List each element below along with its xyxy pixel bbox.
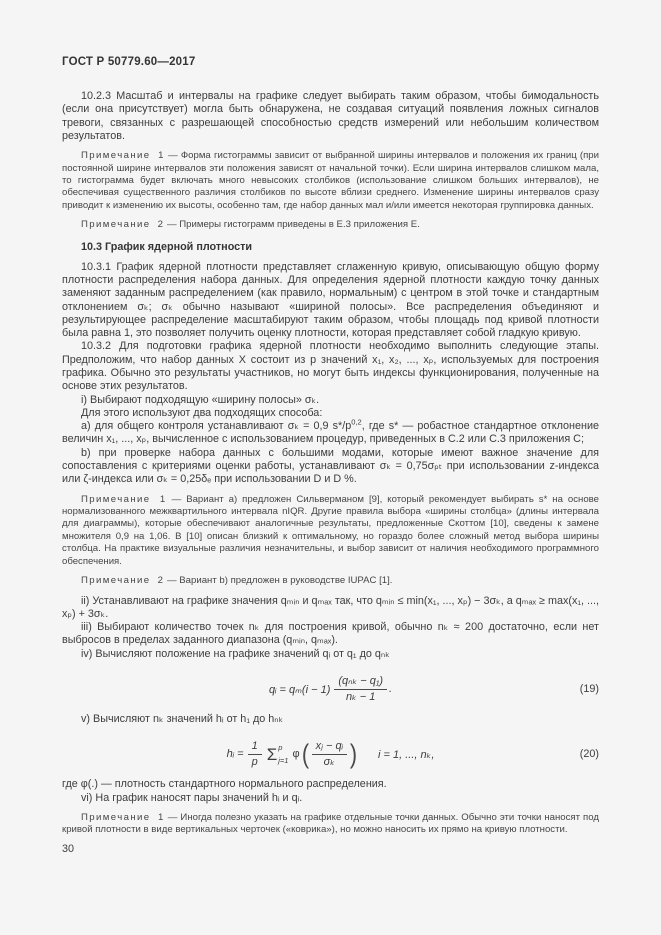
- formula-20-row: [62, 736, 599, 772]
- phi-symbol: φ: [292, 748, 300, 761]
- fraction-numerator: (qₙₖ − q₁): [334, 675, 387, 690]
- list-item-a: [62, 417, 600, 447]
- equation-number-19: (19): [579, 683, 599, 695]
- sum-lower-limit: j=1: [278, 756, 289, 766]
- fraction-numerator: 1: [248, 740, 262, 755]
- paragraph-10-3-2: 10.3.2 Для подготовки графика ядерной плотности необходимо выполнить следующие этапы. Предположим, что набор данных X состоит из p значений x₁, x₂, ..., xₚ, используемых для построения графика. Обычно это результаты участников, но могут быть индексы функционирования, полученные на основе этих результатов.: [62, 340, 599, 393]
- fraction: [334, 675, 387, 704]
- close-paren: ): [349, 738, 358, 769]
- list-item-i: i) Выбирают подходящую «ширину полосы» σₖ.: [81, 393, 320, 406]
- note: [62, 494, 599, 568]
- formula-20: [227, 740, 435, 769]
- list-item-vi: vi) На график наносят пары значений hᵢ и qᵢ.: [81, 791, 303, 804]
- list-item-iv: iv) Вычисляют положение на графике значений qᵢ от q₁ до qₙₖ: [81, 647, 390, 660]
- formula-19-lhs: qᵢ = qₘ(i − 1): [268, 683, 331, 696]
- note-label: Примечание 1: [81, 811, 165, 823]
- paragraph-10-2-3: 10.2.3 Масштаб и интервалы на графике следует выбирать таким образом, чтобы бимодальность (если она присутствует) могла быть обнаружена, не создавая ситуаций появления ложных сигналов тревоги, связанных с разрешающей способностью средств измерений или небольшим количеством результатов.: [62, 90, 599, 142]
- index-range: i = 1, ..., nₖ,: [378, 748, 435, 761]
- fraction: [312, 740, 347, 769]
- exponent: 0,2: [351, 417, 362, 427]
- fraction-denominator: nₖ − 1: [345, 690, 376, 703]
- formula-20-lhs: hᵢ =: [226, 748, 244, 761]
- list-item-iii: iii) Выбирают количество точек nₖ для построения кривой, обычно nₖ ≈ 200 достаточно, если нет выбросов в пределах заданного диапазона (qₘᵢₙ, qₘₐₓ).: [62, 621, 599, 647]
- note-label: Примечание 1: [81, 150, 165, 162]
- phi-definition-line: где φ(.) — плотность стандартного нормального распределения.: [62, 778, 387, 791]
- note-text: — Вариант b) предложен в руководстве IUPAC [1].: [167, 575, 393, 587]
- note: [62, 812, 599, 837]
- list-item-ii: ii) Устанавливают на графике значения qₘᵢₙ и qₘₐₓ так, что qₘᵢₙ ≤ min(x₁, ..., xₚ) − 3σₖ, а qₘₐₓ ≥ max(x₁, ..., xₚ) + 3σₖ.: [62, 594, 599, 620]
- sum-symbol: Σ: [266, 744, 278, 764]
- document-title: ГОСТ Р 50779.60—2017: [62, 56, 196, 68]
- list-item-v: v) Вычисляют nₖ значений hᵢ от h₁ до hₙₖ: [81, 713, 284, 725]
- fraction: [248, 740, 262, 769]
- ways-line: Для этого используют два подходящих способа:: [81, 406, 323, 419]
- fraction-denominator: σₖ: [323, 755, 335, 768]
- page-number: 30: [62, 843, 75, 855]
- note-label: Примечание 1: [81, 493, 167, 505]
- note-label: Примечание 2: [81, 575, 165, 587]
- list-item-b: b) при проверке набора данных с большими модами, которые имеют важное значение для сопоставления с критериями оценки работы, устанавливают σₖ = 0,75σₚₜ при использовании z-индекса или ζ-индекса или σₖ = 0,25δₑ при использовании D и D %.: [62, 446, 599, 486]
- note-text: — Иногда полезно указать на графике отдельные точки данных. Обычно эти точки наносят под кривой плотности в виде вертикальных черточек («коврика»), но можно наносить их прямо на кривую плотности.: [62, 811, 599, 836]
- open-paren: (: [301, 738, 309, 769]
- note-label: Примечание 2: [81, 219, 165, 231]
- formula-19-tail: .: [389, 683, 393, 695]
- section-heading-10-3: 10.3 График ядерной плотности: [81, 240, 253, 253]
- note-text: — Примеры гистограмм приведены в Е.3 приложения Е.: [167, 219, 420, 231]
- note: [62, 150, 599, 212]
- formula-19-row: [62, 671, 599, 707]
- fraction-numerator: xⱼ − qᵢ: [312, 740, 347, 755]
- formula-19: [269, 675, 392, 704]
- paragraph-10-3-1: 10.3.1 График ядерной плотности представляет сглаженную кривую, описывающую общую форму плотности распределения набора данных. Для определения ядерной плотности каждую точку данных заменяют заданным распределением (как правило, нормальным) с центром в этой точке и стандартным отклонением σₖ; σₖ обычно называют «шириной полосы». Все распределения объединяют и результирующее распределение масштабируют таким образом, чтобы площадь под кривой плотности была равна 1, это позволяет получить оценку плотности, которая представляет собой гладкую кривую.: [62, 260, 599, 340]
- sum-upper-limit: p: [278, 743, 283, 753]
- item-a-text: a) для общего контроля устанавливают σₖ = 0,9 s*/p: [81, 420, 352, 433]
- sum-limits: [278, 743, 288, 765]
- note: [62, 575, 599, 587]
- note-text: — Вариант а) предложен Сильверманом [9], который рекомендует выбирать s* на основе нормализованного межквартильного интервала nIQR. Другие правила выбора «ширины столбца» (длины интервала для диаграммы), которые обеспечивают аналогичные результаты, предложенные Скоттом [10], сведены к замене множителя 0,9 на 1,06. В [10] описан близкий к оптимальному, но гораздо более сложный метод выбора ширины столбца. На практике визуальные различия незначительны, и выбор зависит от наличия необходимого программного обеспечения.: [62, 493, 599, 567]
- note: [62, 219, 599, 231]
- equation-number-20: (20): [579, 748, 599, 761]
- fraction-denominator: p: [251, 755, 258, 768]
- note-text: — Форма гистограммы зависит от выбранной ширины интервалов и положения их границ (при постоянной ширине интервалов эти положения зависят от начальной точки). Если ширина интервалов слишком мала, то гистограмма будет включать много невысоких столбиков (использование слишком больших интервалов), не обеспечивая существенного различия столбиков по высоте вблизи среднего. Изменение ширины интервалов сразу приводит к изменению их высоты, особенно там, где набор данных мал и/или имеется некоторая группировка данных.: [62, 150, 599, 211]
- item-a-text: , где s* — робастное стандартное отклонение величин x₁, ..., xₚ, вычисленное с использованием процедур, приведенных в С.2 или С.3 приложения С;: [62, 420, 600, 446]
